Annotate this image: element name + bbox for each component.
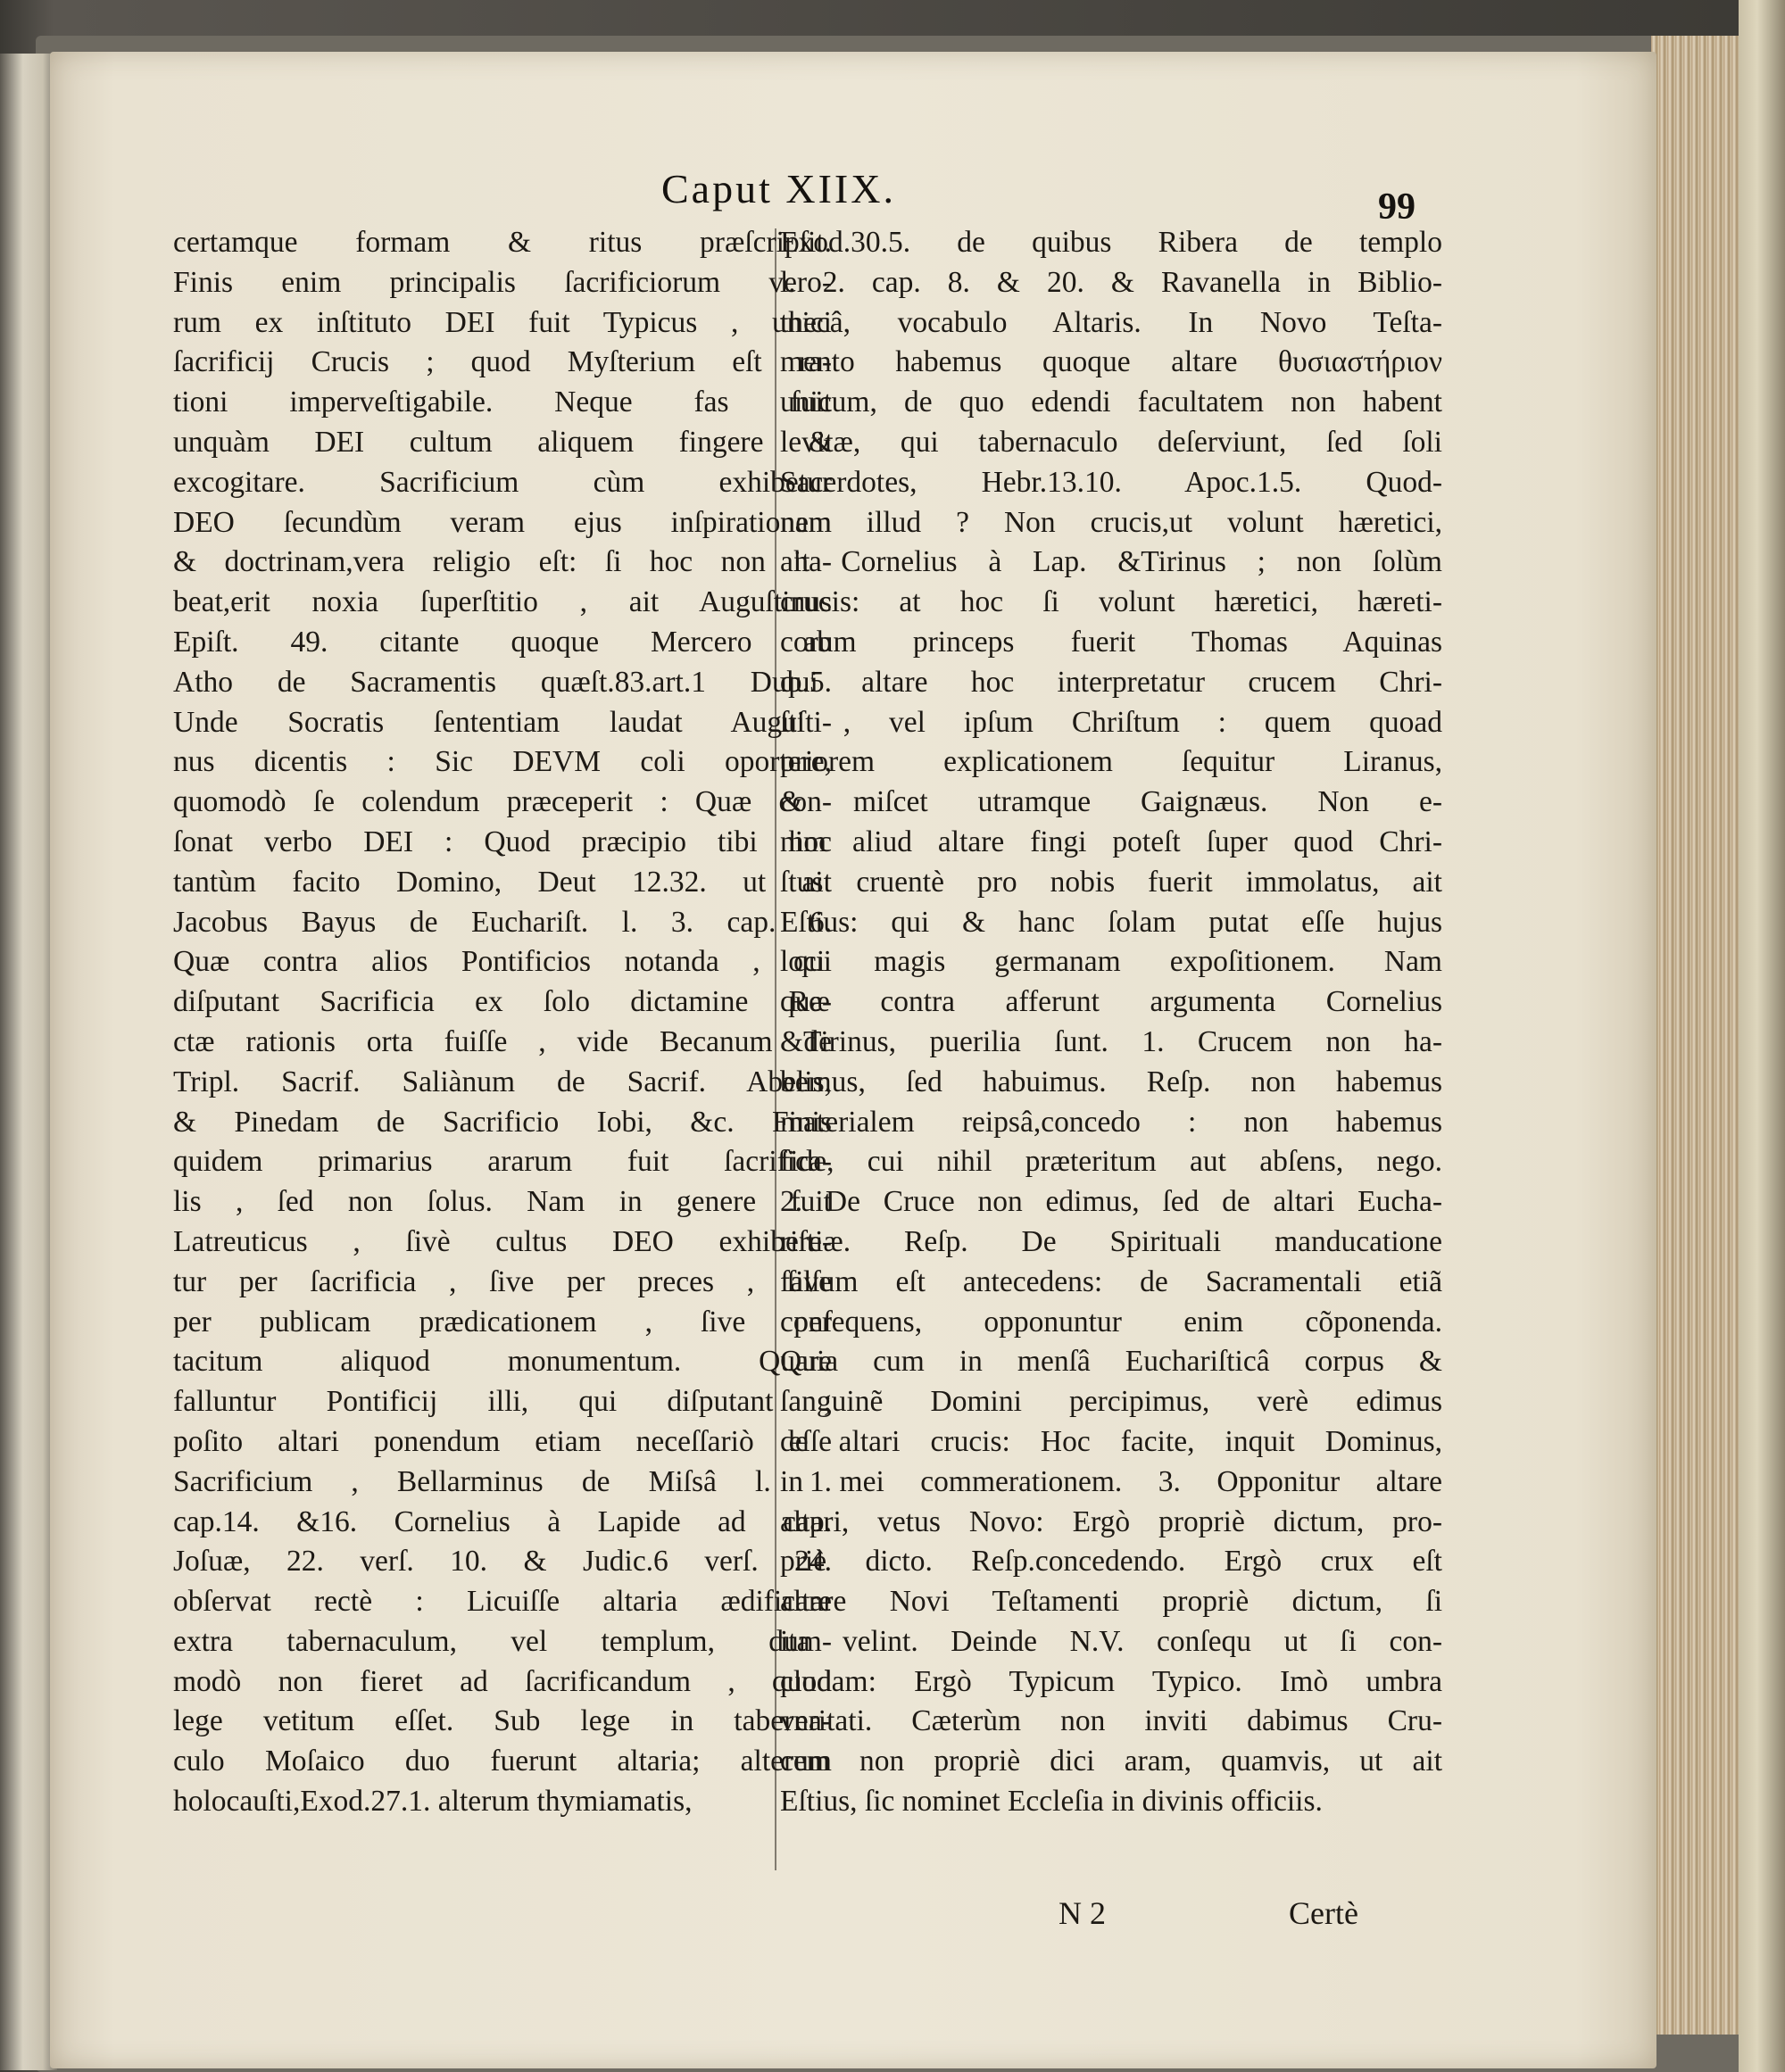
- text-line: obſervat rectè : Licuiſſe altaria ædificare: [173, 1585, 832, 1619]
- text-line: de altari crucis: Hoc facite, inquit Dominus,: [780, 1424, 1442, 1458]
- text-line: riſtiæ. Reſp. De Spirituali manducatione: [780, 1224, 1442, 1258]
- text-line: priorem explicationem ſequitur Liranus,: [780, 745, 1442, 779]
- text-line: Sacerdotes, Hebr.13.10. Apoc.1.5. Quod-: [780, 465, 1442, 499]
- text-line: ita velint. Deinde N.V. conſequ ut ſi con-: [780, 1624, 1442, 1658]
- text-line: Eſtius: qui & hanc ſolam putat eſſe hujus: [780, 905, 1442, 939]
- text-line: lege vetitum eſſet. Sub lege in taberna-: [173, 1704, 832, 1738]
- text-line: tantùm facito Domino, Deut 12.32. ut ait: [173, 865, 832, 899]
- text-line: Exod.30.5. de quibus Ribera de templo: [780, 226, 1442, 259]
- text-line: modò non fieret ad ſacrificandum , quod: [173, 1664, 832, 1698]
- text-line: in mei commerationem. 3. Opponitur altare: [780, 1464, 1442, 1498]
- text-line: crucis: at hoc ſi volunt hæretici, hæreti-: [780, 585, 1442, 619]
- text-line: Latreuticus , ſivè cultus DEO exhibere-: [173, 1224, 832, 1258]
- text-line: extra tabernaculum, vel templum, dum-: [173, 1624, 832, 1658]
- text-line: falſum eſt antecedens: de Sacramentali etiã: [780, 1264, 1442, 1298]
- text-line: lis , ſed non ſolus. Nam in genere fuit: [173, 1185, 832, 1219]
- text-line: nam illud ? Non crucis,ut volunt hæretici,: [780, 505, 1442, 539]
- text-line: &Tirinus, puerilia ſunt. 1. Crucem non ha-: [780, 1024, 1442, 1058]
- text-line: l. 2. cap. 8. & 20. & Ravanella in Biblio-: [780, 265, 1442, 299]
- text-line: 2. De Cruce non edimus, ſed de altari Eucha-: [780, 1185, 1442, 1219]
- text-line: Tripl. Sacrif. Saliànum de Sacrif. Abelis,: [173, 1065, 832, 1098]
- text-line: tacitum aliquod monumentum. Quare: [173, 1345, 832, 1379]
- text-line: unicum, de quo edendi facultatem non habent: [780, 385, 1442, 419]
- text-line: & miſcet utramque Gaignæus. Non e-: [780, 785, 1442, 819]
- text-line: materialem reipsâ,concedo : non habemus: [780, 1105, 1442, 1139]
- right-text-column: [780, 223, 1442, 1822]
- text-line: excogitare. Sacrificium cùm exhibetur: [173, 465, 832, 499]
- text-line: corum princeps fuerit Thomas Aquinas: [780, 625, 1442, 659]
- text-line: Eſtius, ſic nominet Eccleſia in divinis officiis.: [780, 1785, 1323, 1819]
- text-line: beat,erit noxia ſuperſtitio , ait Auguſtinus: [173, 585, 832, 619]
- text-line: ſti , vel ipſum Chriſtum : quem quoad: [780, 705, 1442, 739]
- text-line: per publicam prædicationem , ſive per: [173, 1305, 832, 1339]
- text-line: bemus, ſed habuimus. Reſp. non habemus: [780, 1065, 1442, 1098]
- page-number: 99: [1378, 186, 1416, 228]
- text-line: nim aliud altare fingi poteſt ſuper quod Chri-: [780, 825, 1442, 858]
- text-line: levitæ, qui tabernaculo deſerviunt, ſed ſoli: [780, 425, 1442, 459]
- catchword: Certè: [1289, 1895, 1358, 1931]
- text-line: quæ contra afferunt argumenta Cornelius: [780, 985, 1442, 1019]
- book-page: [50, 52, 1656, 2068]
- text-line: holocauſti,Exod.27.1. alterum thymiamatis,: [173, 1785, 693, 1819]
- text-line: & doctrinam,vera religio eſt: ſi hoc non ha-: [173, 545, 832, 579]
- text-line: ſanguinẽ Domini percipimus, verè edimus: [780, 1385, 1442, 1419]
- text-line: ait Cornelius à Lap. &Tirinus ; non ſolùm: [780, 545, 1442, 579]
- text-line: Finis enim principalis ſacrificiorum vero-: [173, 265, 832, 299]
- text-line: tur per ſacrificia , ſive per preces , ſive: [173, 1264, 832, 1298]
- text-line: Joſuæ, 22. verſ. 10. & Judic.6 verſ. 24.: [173, 1545, 832, 1579]
- text-line: cem non propriè dici aram, quamvis, ut ait: [780, 1745, 1442, 1778]
- text-line: Quia cum in menſâ Euchariſticâ corpus &: [780, 1345, 1442, 1379]
- text-line: quomodò ſe colendum præceperit : Quæ con-: [173, 785, 832, 819]
- text-line: cap.14. &16. Cornelius à Lapide ad cap.: [173, 1504, 832, 1538]
- text-line: loci magis germanam expoſitionem. Nam: [780, 945, 1442, 979]
- text-line: ſacrificij Crucis ; quod Myſterium eſt ra-: [173, 345, 832, 379]
- text-line: tioni imperveſtigabile. Neque fas fuit: [173, 385, 832, 419]
- left-page-edge: [0, 54, 57, 2070]
- text-line: Unde Socratis ſententiam laudat Auguſti-: [173, 705, 832, 739]
- text-line: quidem primarius ararum fuit ſacrifica-: [173, 1145, 832, 1179]
- text-line: Quæ contra alios Pontificios notanda , qui: [173, 945, 832, 979]
- text-line: & Pinedam de Sacrificio Iobi, &c. Finis: [173, 1105, 832, 1139]
- text-line: culo Moſaico duo fuerunt altaria; alterum: [173, 1745, 832, 1778]
- text-line: Epiſt. 49. citante quoque Mercero ab: [173, 625, 832, 659]
- text-line: qui altare hoc interpretatur crucem Chri-: [780, 665, 1442, 699]
- running-head: Caput XIIX.: [661, 166, 896, 211]
- signature-mark: N 2: [1059, 1895, 1106, 1931]
- text-line: certamque formam & ritus præſcripſit.: [173, 226, 832, 259]
- text-line: Atho de Sacramentis quæſt.83.art.1 Dub.5.: [173, 665, 832, 699]
- text-line: fide, cui nihil præteritum aut abſens, nego.: [780, 1145, 1442, 1179]
- text-line: Jacobus Bayus de Euchariſt. l. 3. cap. 6.: [173, 905, 832, 939]
- text-line: priè dicto. Reſp.concedendo. Ergò crux eſt: [780, 1545, 1442, 1579]
- text-line: altare Novi Teſtamenti propriè dictum, ſi: [780, 1585, 1442, 1619]
- left-text-column: [173, 223, 832, 1822]
- text-line: veritati. Cæterùm non inviti dabimus Cru-: [780, 1704, 1442, 1738]
- text-line: poſito altari ponendum etiam neceſſariò eſſe: [173, 1424, 832, 1458]
- text-line: DEO ſecundùm veram ejus inſpirationem: [173, 505, 832, 539]
- text-line: nus dicentis : Sic DEVM coli oportere,: [173, 745, 832, 779]
- text-line: mento habemus quoque altare θυσιαστήριον: [780, 345, 1442, 379]
- text-line: rum ex inſtituto DEI fuit Typicus , unici: [173, 305, 832, 339]
- text-line: unquàm DEI cultum aliquem fingere &: [173, 425, 832, 459]
- text-line: cludam: Ergò Typicum Typico. Imò umbra: [780, 1664, 1442, 1698]
- text-line: Sacrificium , Bellarminus de Miſsâ l. 1.: [173, 1464, 832, 1498]
- text-line: thecâ, vocabulo Altaris. In Novo Teſta-: [780, 305, 1442, 339]
- text-line: conſequens, opponuntur enim cõponenda.: [780, 1305, 1442, 1339]
- text-line: ctæ rationis orta fuiſſe , vide Becanum de: [173, 1024, 832, 1058]
- text-line: ſtus cruentè pro nobis fuerit immolatus, ait: [780, 865, 1442, 899]
- text-line: diſputant Sacrificia ex ſolo dictamine Re-: [173, 985, 832, 1019]
- text-line: ſonat verbo DEI : Quod præcipio tibi hoc: [173, 825, 832, 858]
- text-line: falluntur Pontificij illi, qui diſputant ;: [173, 1385, 832, 1419]
- text-line: altari, vetus Novo: Ergò propriè dictum, pro-: [780, 1504, 1442, 1538]
- book-cover-edge: [1739, 0, 1785, 2072]
